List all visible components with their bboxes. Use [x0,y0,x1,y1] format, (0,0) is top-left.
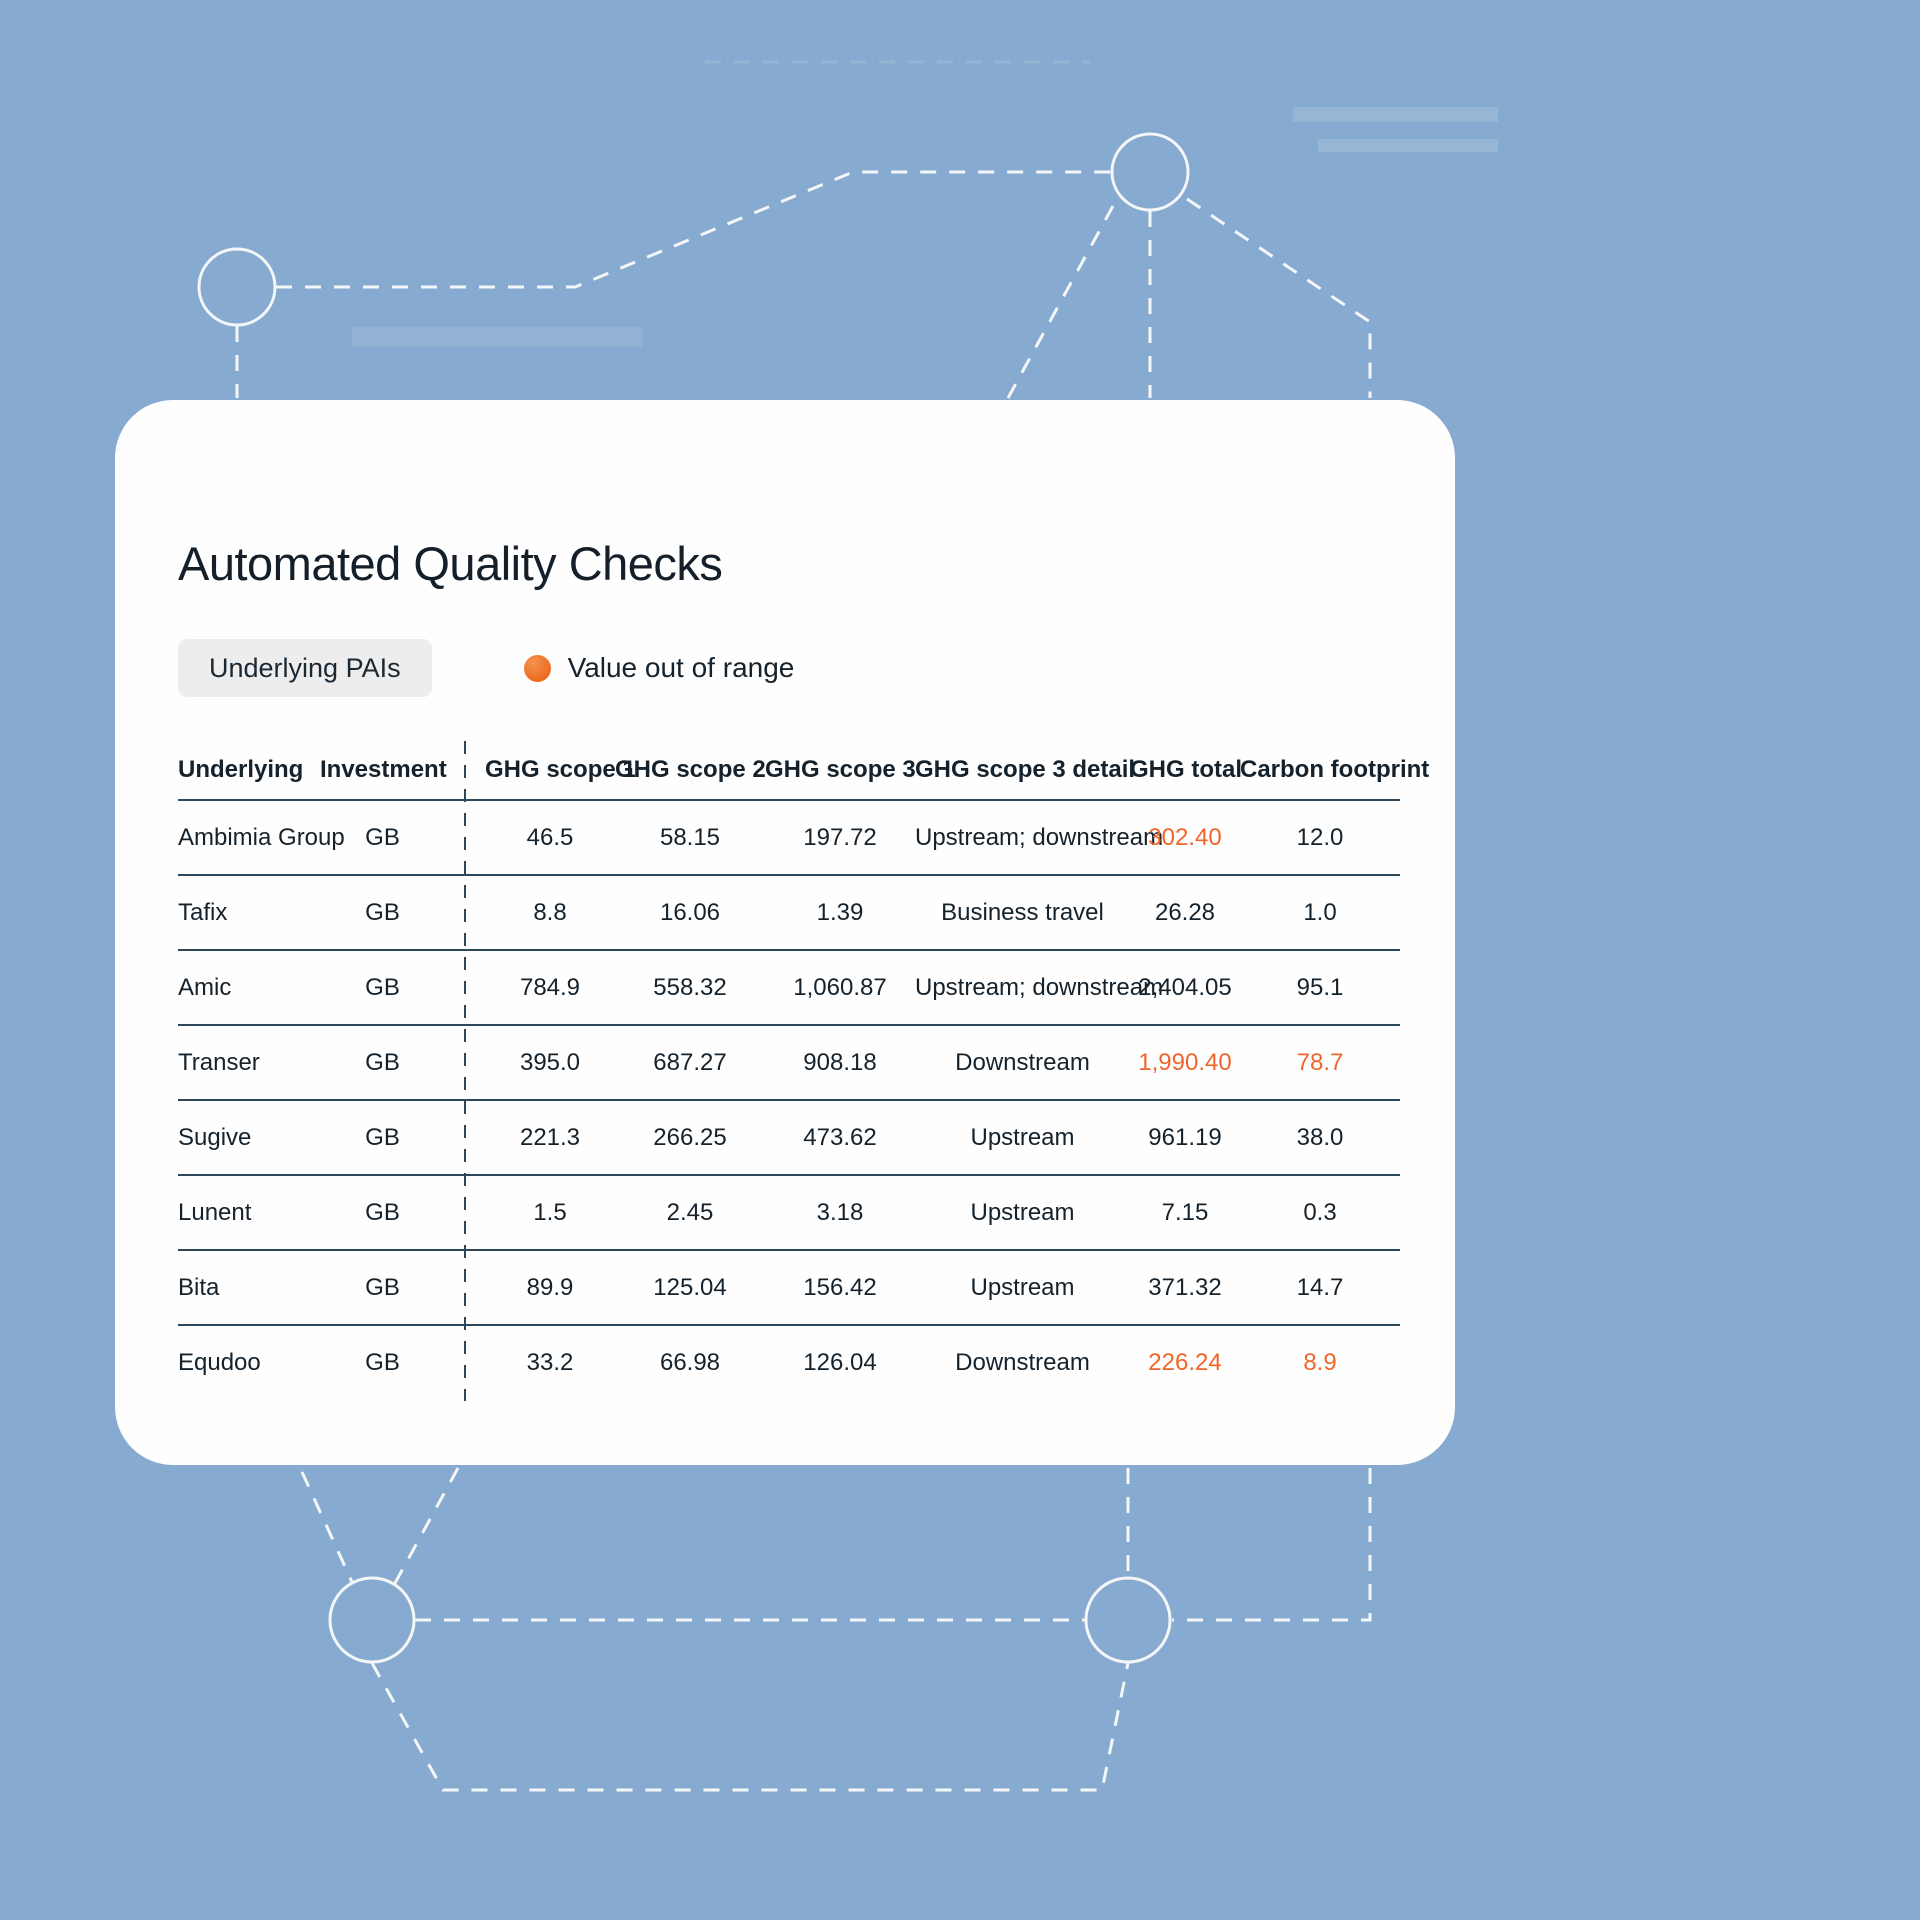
cell-underlying: Equdoo [178,1348,261,1376]
cell-investment: GB [365,1048,400,1076]
cell-ghg_total: 2,404.05 [1138,973,1232,1001]
cell-ghg_scope_3: 1,060.87 [793,973,887,1001]
cell-ghg_scope_3: 908.18 [803,1048,877,1076]
column-header-underlying: Underlying [178,756,304,783]
column-header-carbon_footprint: Carbon footprint [1240,756,1430,783]
column-header-ghg_scope_2: GHG scope 2 [615,756,766,783]
cell-ghg_total: 26.28 [1154,898,1216,926]
cell-ghg_scope_1: 8.8 [533,898,567,926]
cell-ghg_scope_3_detail: Upstream; downstream [915,973,1164,1001]
cell-carbon_footprint: 14.7 [1296,1273,1344,1301]
column-header-ghg_scope_3: GHG scope 3 [765,756,916,783]
column-header-investment: Investment [320,756,447,783]
controls-row [178,639,1400,697]
cell-investment: GB [365,973,400,1001]
cell-ghg_scope_2: 66.98 [659,1348,721,1376]
cell-underlying: Transer [178,1048,260,1076]
cell-ghg_total: 7.15 [1161,1198,1209,1226]
out-of-range-legend [524,652,795,684]
table-row [178,801,1400,876]
column-divider-space [445,741,485,799]
dashed-line [394,1468,458,1585]
column-divider-space [445,1101,485,1174]
cell-ghg_scope_3_detail: Upstream [970,1273,1075,1301]
cell-ghg_scope_3_detail: Upstream [970,1123,1075,1151]
column-divider-space [445,951,485,1024]
table-row [178,1326,1400,1399]
cell-underlying: Lunent [178,1198,252,1226]
cell-ghg_scope_1: 89.9 [526,1273,574,1301]
cell-ghg_scope_2: 58.15 [659,823,721,851]
table-row [178,1176,1400,1251]
cell-ghg_total: 226.24 [1148,1348,1222,1376]
cell-investment: GB [365,898,400,926]
column-divider-space [445,876,485,949]
column-divider-space [445,1176,485,1249]
column-divider-space [445,801,485,874]
cell-ghg_scope_2: 2.45 [666,1198,714,1226]
cell-ghg_scope_1: 395.0 [519,1048,581,1076]
cell-ghg_total: 302.40 [1148,823,1222,851]
node-circle [1112,134,1188,210]
ghost-text-block [1293,107,1498,122]
cell-ghg_scope_2: 687.27 [653,1048,727,1076]
cell-carbon_footprint: 78.7 [1296,1048,1344,1076]
cell-ghg_scope_1: 46.5 [526,823,574,851]
cell-ghg_scope_1: 784.9 [519,973,581,1001]
cell-underlying: Amic [178,973,232,1001]
cell-ghg_scope_2: 125.04 [653,1273,727,1301]
table-header-row [178,741,1430,801]
page-title: Automated Quality Checks [178,537,723,590]
cell-ghg_scope_3: 156.42 [803,1273,877,1301]
node-circle [330,1578,414,1662]
cell-carbon_footprint: 38.0 [1296,1123,1344,1151]
cell-ghg_total: 961.19 [1148,1123,1222,1151]
ghost-text-block [352,327,642,347]
cell-ghg_scope_3: 473.62 [803,1123,877,1151]
cell-ghg_scope_2: 16.06 [659,898,721,926]
cell-ghg_scope_3: 3.18 [816,1198,864,1226]
ghost-text-block [1318,139,1498,152]
dashed-line [1008,206,1113,398]
table-row [178,951,1400,1026]
table-row [178,1101,1400,1176]
dashed-line [302,1472,352,1582]
cell-ghg_scope_1: 1.5 [533,1198,567,1226]
node-circle [199,249,275,325]
cell-underlying: Bita [178,1273,220,1301]
pai-table [178,741,1430,1399]
out-of-range-dot-icon [524,655,551,682]
column-header-ghg_total: GHG total [1130,756,1242,783]
cell-investment: GB [365,1123,400,1151]
cell-investment: GB [365,1198,400,1226]
dashed-line [1172,1468,1370,1620]
cell-ghg_scope_3: 126.04 [803,1348,877,1376]
cell-underlying: Sugive [178,1123,252,1151]
cell-ghg_total: 371.32 [1148,1273,1222,1301]
table-body [178,801,1400,1399]
dashed-line [276,172,1111,287]
quality-checks-card [115,400,1455,1465]
cell-carbon_footprint: 95.1 [1296,973,1344,1001]
cell-carbon_footprint: 0.3 [1303,1198,1337,1226]
tab-underlying-pais[interactable]: Underlying PAIs [178,639,432,697]
cell-carbon_footprint: 1.0 [1303,898,1337,926]
cell-carbon_footprint: 12.0 [1296,823,1344,851]
column-header-ghg_scope_1: GHG scope 1 [485,756,636,783]
cell-carbon_footprint: 8.9 [1303,1348,1337,1376]
table-row [178,876,1400,951]
column-divider-space [445,1026,485,1099]
cell-ghg_scope_3_detail: Upstream; downstream [915,823,1164,851]
table-row [178,1251,1400,1326]
cell-underlying: Ambimia Group [178,823,345,851]
cell-investment: GB [365,823,400,851]
cell-ghg_scope_3_detail: Upstream [970,1198,1075,1226]
cell-ghg_scope_1: 221.3 [519,1123,581,1151]
cell-investment: GB [365,1348,400,1376]
cell-ghg_scope_3: 197.72 [803,823,877,851]
cell-ghg_scope_3_detail: Downstream [955,1348,1090,1376]
legend-label: Value out of range [567,652,795,683]
cell-ghg_total: 1,990.40 [1138,1048,1232,1076]
cell-underlying: Tafix [178,898,228,926]
node-circle [1086,1578,1170,1662]
column-divider-space [445,1251,485,1324]
cell-ghg_scope_2: 266.25 [653,1123,727,1151]
column-divider-space [445,1326,485,1399]
dashed-line [372,1663,1128,1790]
column-header-ghg_scope_3_detail: GHG scope 3 detail [915,756,1136,783]
cell-investment: GB [365,1273,400,1301]
table-row [178,1026,1400,1101]
cell-ghg_scope_3_detail: Downstream [955,1048,1090,1076]
cell-ghg_scope_3_detail: Business travel [941,898,1104,926]
cell-ghg_scope_2: 558.32 [653,973,727,1001]
cell-ghg_scope_3: 1.39 [816,898,864,926]
dashed-line [1187,199,1370,398]
cell-ghg_scope_1: 33.2 [526,1348,574,1376]
